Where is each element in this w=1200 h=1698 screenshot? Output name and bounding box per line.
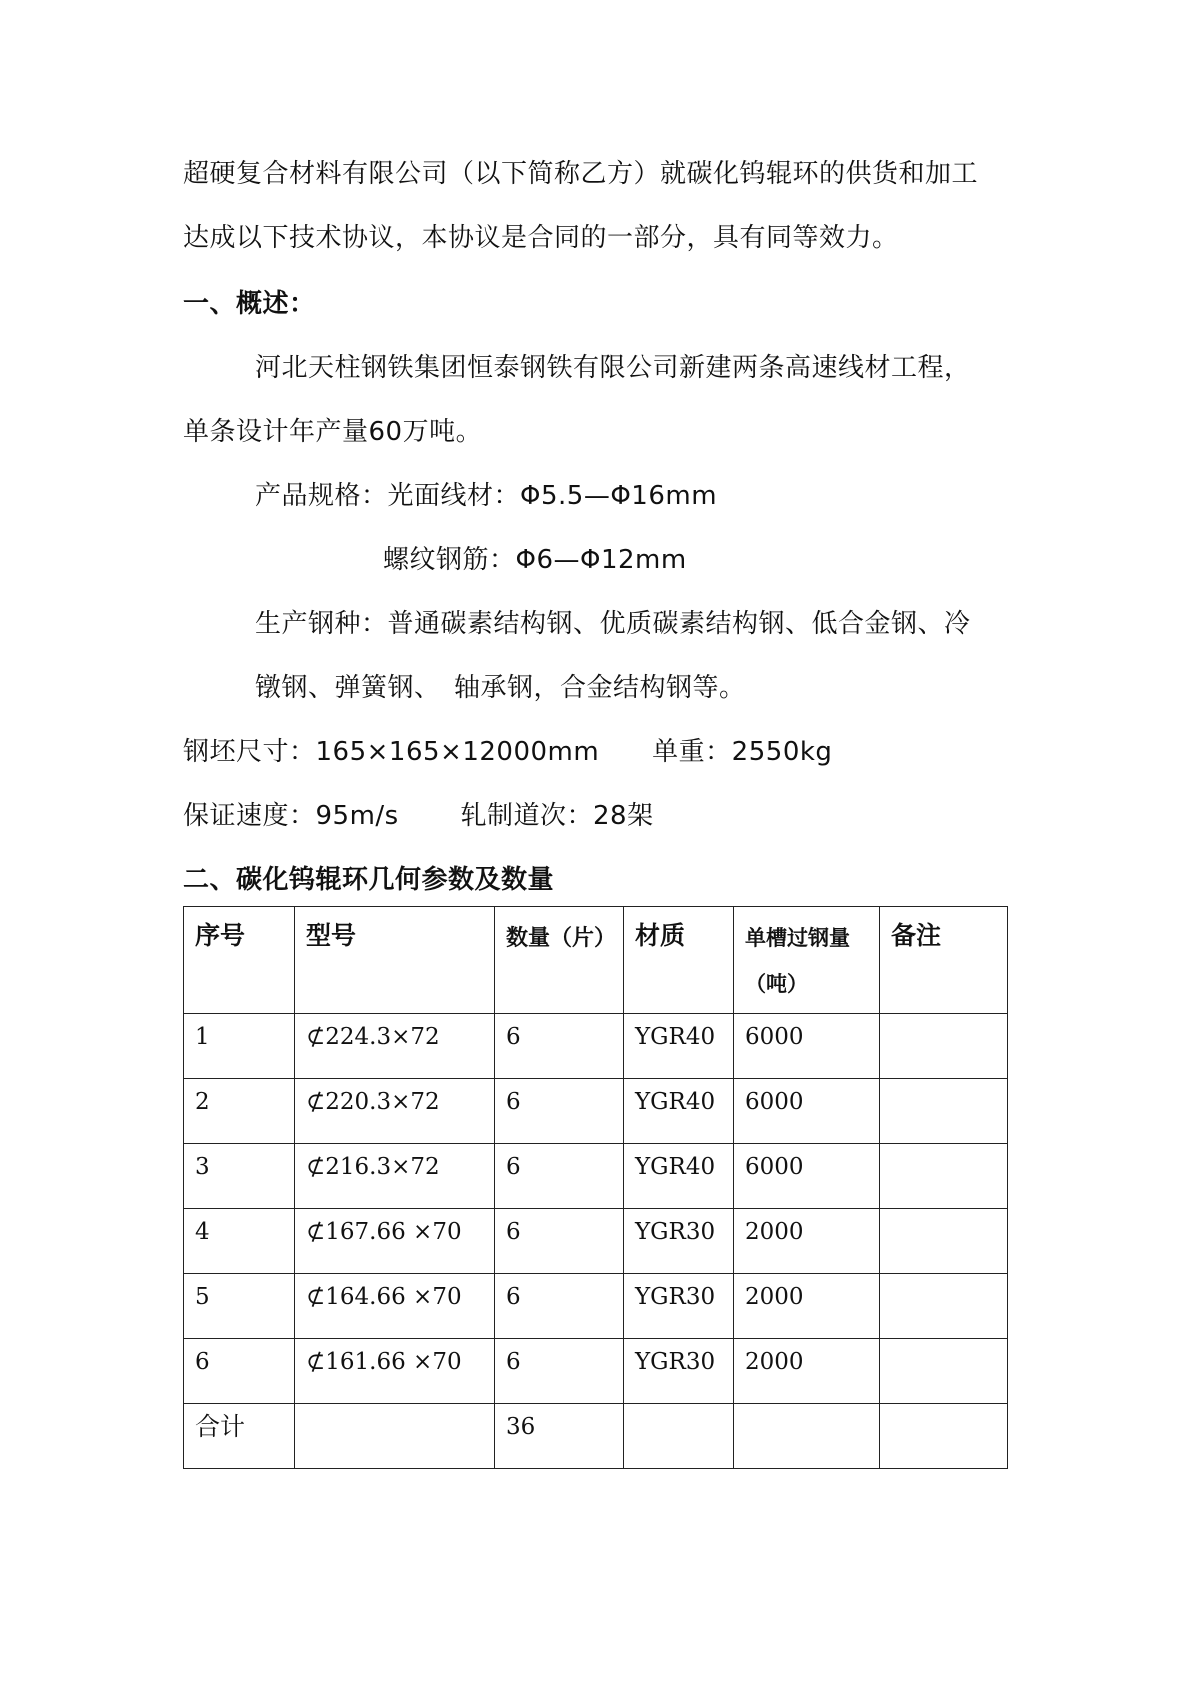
table-row [184, 1274, 1008, 1339]
cell-material: YGR40 [624, 1014, 734, 1079]
cell-material: YGR30 [624, 1209, 734, 1274]
header-remarks: 备注 [880, 907, 1008, 1014]
table-row [184, 1209, 1008, 1274]
cell-total-remarks [880, 1404, 1008, 1469]
cell-index: 2 [184, 1079, 295, 1144]
cell-steel-per-groove: 6000 [734, 1079, 880, 1144]
table-row [184, 1144, 1008, 1209]
cell-quantity: 6 [495, 1209, 624, 1274]
cell-material: YGR30 [624, 1339, 734, 1404]
cell-steel-per-groove: 2000 [734, 1209, 880, 1274]
header-material: 材质 [624, 907, 734, 1014]
cell-model: ⊄161.66 ×70 [295, 1339, 495, 1404]
cell-steel-per-groove: 6000 [734, 1014, 880, 1079]
steel-grade-line-1: 生产钢种：普通碳素结构钢、优质碳素结构钢、低合金钢、冷 [255, 609, 971, 639]
cell-remarks [880, 1274, 1008, 1339]
cell-remarks [880, 1144, 1008, 1209]
table-row [184, 1339, 1008, 1404]
cell-index: 5 [184, 1274, 295, 1339]
table-header-row [184, 907, 1008, 1014]
cell-material: YGR40 [624, 1079, 734, 1144]
cell-material: YGR30 [624, 1274, 734, 1339]
cell-total-label: 合计 [184, 1404, 295, 1469]
cell-steel-per-groove: 6000 [734, 1144, 880, 1209]
cell-steel-per-groove: 2000 [734, 1339, 880, 1404]
cell-model: ⊄164.66 ×70 [295, 1274, 495, 1339]
project-line-2: 单条设计年产量60万吨。 [183, 417, 483, 447]
section-heading-parameters: 二、碳化钨辊环几何参数及数量 [183, 865, 555, 895]
billet-size-line: 钢坯尺寸：165×165×12000mm 单重：2550kg [183, 737, 833, 767]
cell-model: ⊄216.3×72 [295, 1144, 495, 1209]
cell-remarks [880, 1079, 1008, 1144]
cell-quantity: 6 [495, 1339, 624, 1404]
cell-total-steel [734, 1404, 880, 1469]
guaranteed-speed-line: 保证速度：95m/s 轧制道次：28架 [183, 801, 654, 831]
table-row [184, 1014, 1008, 1079]
section-heading-overview: 一、概述： [183, 289, 316, 319]
cell-remarks [880, 1014, 1008, 1079]
cell-total-model [295, 1404, 495, 1469]
header-model: 型号 [295, 907, 495, 1014]
product-spec-line-2: 螺纹钢筋：Φ6—Φ12mm [383, 545, 687, 575]
cell-index: 1 [184, 1014, 295, 1079]
cell-model: ⊄167.66 ×70 [295, 1209, 495, 1274]
cell-model: ⊄220.3×72 [295, 1079, 495, 1144]
header-quantity: 数量（片） [495, 907, 624, 1014]
cell-quantity: 6 [495, 1014, 624, 1079]
cell-steel-per-groove: 2000 [734, 1274, 880, 1339]
cell-quantity: 6 [495, 1274, 624, 1339]
header-steel-per-groove: 单槽过钢量（吨） [734, 907, 880, 1014]
intro-line-2: 达成以下技术协议，本协议是合同的一部分，具有同等效力。 [183, 223, 899, 253]
cell-material: YGR40 [624, 1144, 734, 1209]
cell-index: 6 [184, 1339, 295, 1404]
project-line-1: 河北天柱钢铁集团恒泰钢铁有限公司新建两条高速线材工程， [255, 353, 971, 383]
roll-ring-parameter-table [183, 906, 1008, 1469]
cell-quantity: 6 [495, 1079, 624, 1144]
cell-remarks [880, 1339, 1008, 1404]
cell-total-quantity: 36 [495, 1404, 624, 1469]
product-spec-line-1: 产品规格：光面线材：Φ5.5—Φ16mm [255, 481, 718, 511]
cell-index: 4 [184, 1209, 295, 1274]
table-total-row [184, 1404, 1008, 1469]
cell-index: 3 [184, 1144, 295, 1209]
cell-quantity: 6 [495, 1144, 624, 1209]
cell-model: ⊄224.3×72 [295, 1014, 495, 1079]
cell-remarks [880, 1209, 1008, 1274]
header-index: 序号 [184, 907, 295, 1014]
steel-grade-line-2: 镦钢、弹簧钢、 轴承钢，合金结构钢等。 [255, 673, 746, 703]
intro-line-1: 超硬复合材料有限公司（以下简称乙方）就碳化钨辊环的供货和加工 [183, 159, 979, 189]
table-row [184, 1079, 1008, 1144]
cell-total-material [624, 1404, 734, 1469]
